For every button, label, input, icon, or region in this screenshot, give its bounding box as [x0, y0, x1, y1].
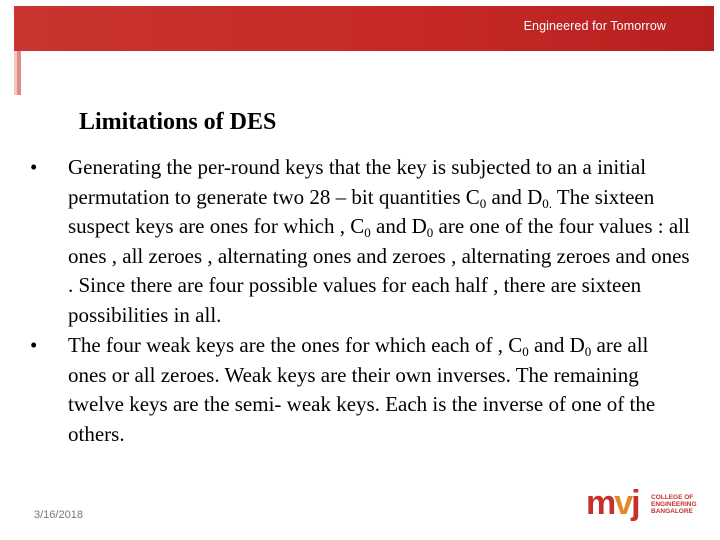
logo-mark: mvj: [586, 484, 639, 522]
header-band: [14, 6, 714, 51]
bullet-list: [30, 153, 690, 449]
slide-title: Limitations of DES: [79, 109, 277, 135]
bullet-text: The four weak keys are the ones for which each of , C: [68, 333, 523, 357]
bullet-item: [30, 331, 690, 449]
subscript: 0: [364, 225, 371, 240]
tagline: Engineered for Tomorrow: [523, 19, 666, 33]
subscript: 0: [584, 344, 592, 359]
bullet-text: The sixteen suspect keys are ones for which , C: [68, 184, 655, 238]
bullet-text: are one of the four values : all ones , all zeroes , alternating ones and zeroes , alternating zeroes and ones . Since there are four possible values for each half , there are sixteen possibilities in all.: [68, 214, 690, 327]
bullet-item: [30, 153, 690, 330]
bullet-text: and D: [370, 214, 427, 238]
bullet-text: are all ones or all zeroes. Weak keys are their own inverses. The remaining twelve keys are the semi- weak keys. Each is the inverse of one of the others.: [68, 333, 656, 446]
subscript: 0: [479, 195, 487, 211]
college-logo: [586, 484, 698, 528]
bullet-text: Generating the per-round keys that the key is subjected to an a initial permutation to generate two 28 – bit quantities C: [68, 155, 647, 209]
logo-caption: COLLEGE OF ENGINEERING BANGALORE: [651, 494, 697, 515]
bullet-icon: •: [30, 155, 38, 179]
footer-date: 3/16/2018: [34, 509, 83, 521]
subscript: 0.: [542, 195, 552, 211]
left-accent-strip: [14, 51, 21, 95]
bullet-icon: •: [30, 333, 38, 357]
bullet-text: and D: [486, 184, 543, 209]
subscript: 0: [522, 344, 529, 359]
bullet-text: and D: [528, 333, 585, 357]
subscript: 0: [426, 225, 434, 240]
